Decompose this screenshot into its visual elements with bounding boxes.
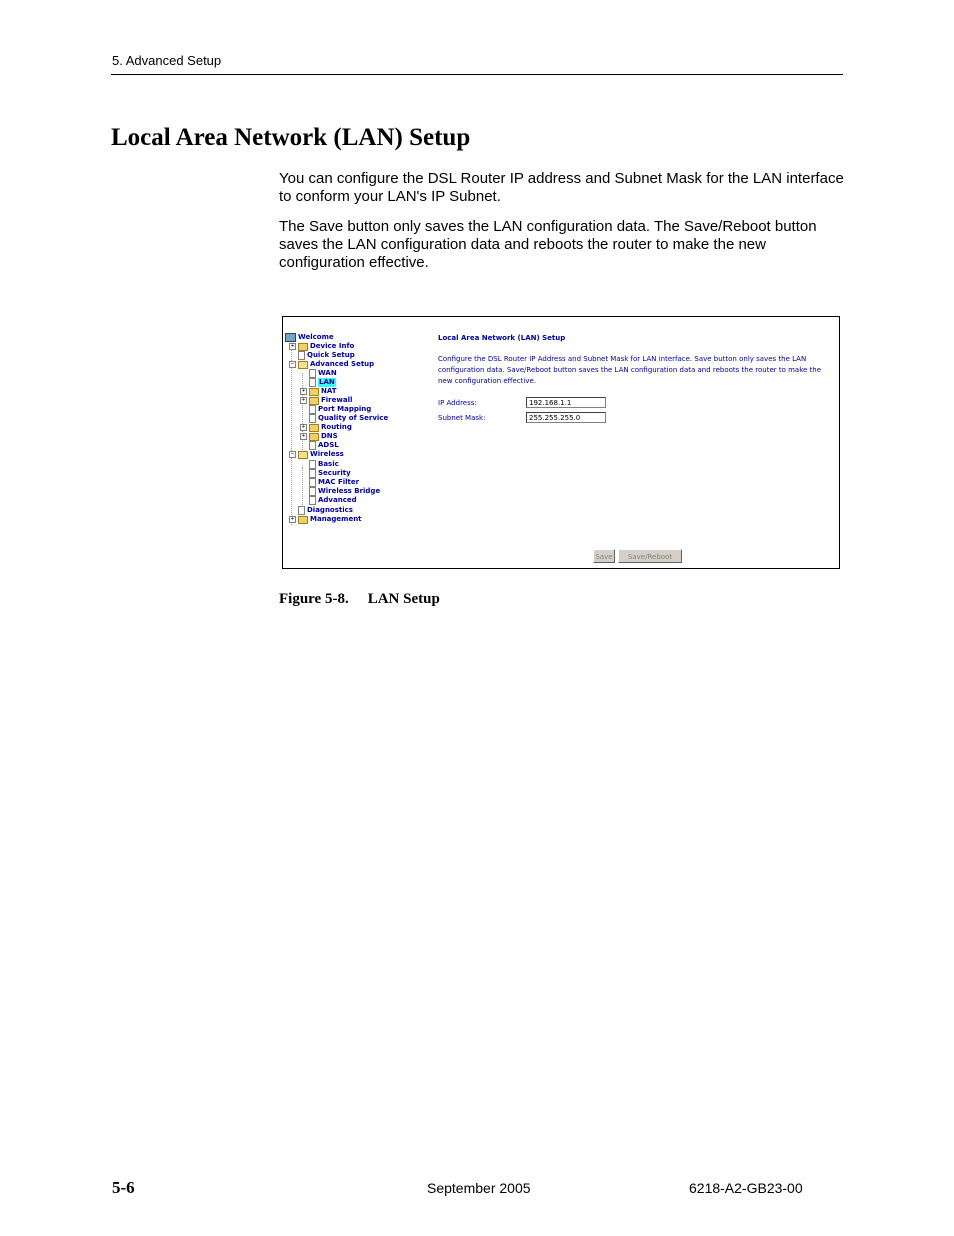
footer-doc-number: 6218-A2-GB23-00 (689, 1180, 803, 1196)
page-icon (309, 369, 316, 378)
tree-item-mac-filter[interactable]: MAC Filter (309, 478, 359, 487)
folder-icon (298, 516, 308, 524)
page-icon (309, 478, 316, 487)
page-icon (309, 441, 316, 450)
tree-item-dns[interactable]: + DNS (301, 432, 338, 440)
tree-item-quick-setup[interactable]: Quick Setup (298, 351, 355, 360)
tree-item-wireless[interactable]: − Wireless (290, 450, 344, 458)
tree-item-advanced[interactable]: Advanced (309, 496, 357, 505)
collapse-icon[interactable]: − (290, 451, 295, 457)
tree-item-device-info[interactable]: + Device Info (290, 342, 355, 350)
tree-item-firewall[interactable]: + Firewall (301, 396, 353, 404)
folder-icon (309, 388, 319, 396)
page-icon (309, 414, 316, 423)
ip-address-label: IP Address: (438, 399, 477, 407)
figure-number: Figure 5-8. (279, 591, 349, 607)
folder-icon (309, 424, 319, 432)
page-icon (309, 487, 316, 496)
subnet-mask-label: Subnet Mask: (438, 414, 486, 422)
page-icon (309, 496, 316, 505)
page-icon (298, 351, 305, 360)
collapse-icon[interactable]: − (290, 361, 295, 367)
folder-icon (309, 397, 319, 405)
ip-address-input[interactable]: 192.168.1.1 (526, 397, 606, 408)
tree-item-advanced-setup[interactable]: − Advanced Setup (290, 360, 375, 368)
page-icon (298, 506, 305, 515)
page-icon (309, 378, 316, 387)
tree-item-wan[interactable]: WAN (309, 369, 337, 378)
figure-title: LAN Setup (367, 591, 440, 607)
page-number: 5-6 (112, 1178, 135, 1197)
page-icon (309, 460, 316, 469)
content-title: Local Area Network (LAN) Setup (438, 334, 566, 342)
expand-icon[interactable]: + (301, 433, 306, 439)
subnet-mask-input[interactable]: 255.255.255.0 (526, 412, 606, 423)
save-reboot-button[interactable]: Save/Reboot (618, 549, 682, 563)
tree-item-welcome[interactable]: Welcome (285, 333, 334, 342)
tree-item-management[interactable]: + Management (290, 515, 362, 523)
tree-item-wireless-bridge[interactable]: Wireless Bridge (309, 487, 380, 496)
footer-date: September 2005 (427, 1180, 531, 1196)
folder-icon (298, 343, 308, 351)
section-title: Local Area Network (LAN) Setup (111, 124, 471, 151)
tree-item-quality-of-service[interactable]: Quality of Service (309, 414, 388, 423)
tree-item-basic[interactable]: Basic (309, 460, 339, 469)
tree-guide-line (291, 345, 292, 525)
content-description: Configure the DSL Router IP Address and Subnet Mask for LAN interface. Save button only saves the LAN configuration data. Save/Reboot button saves the LAN configuration data and reboots the router to make the new configuration effective. (438, 355, 822, 385)
header-rule (111, 74, 843, 75)
tree-item-security[interactable]: Security (309, 469, 351, 478)
tree-item-port-mapping[interactable]: Port Mapping (309, 405, 371, 414)
expand-icon[interactable]: + (290, 343, 295, 349)
expand-icon[interactable]: + (301, 388, 306, 394)
lan-setup-screenshot (282, 316, 840, 569)
tree-item-diagnostics[interactable]: Diagnostics (298, 506, 353, 515)
tree-item-adsl[interactable]: ADSL (309, 441, 339, 450)
expand-icon[interactable]: + (290, 516, 295, 522)
page-icon (309, 469, 316, 478)
tree-item-routing[interactable]: + Routing (301, 423, 352, 431)
page-icon (309, 405, 316, 414)
tree-guide-line (302, 373, 303, 458)
folder-icon (309, 433, 319, 441)
folder-open-icon (298, 451, 308, 459)
computer-icon (285, 333, 296, 342)
intro-paragraph: You can configure the DSL Router IP address and Subnet Mask for the LAN interface to conform your LAN's IP Subnet. (279, 170, 844, 205)
running-head: 5. Advanced Setup (112, 53, 222, 68)
tree-item-lan[interactable]: LAN (309, 378, 336, 387)
folder-open-icon (298, 361, 308, 369)
tree-item-nat[interactable]: + NAT (301, 387, 337, 395)
expand-icon[interactable]: + (301, 424, 306, 430)
save-button[interactable]: Save (593, 549, 615, 563)
figure-caption (279, 591, 440, 608)
save-paragraph: The Save button only saves the LAN configuration data. The Save/Reboot button saves the LAN configuration data and reboots the router to make the new configuration effective. (279, 218, 817, 271)
expand-icon[interactable]: + (301, 397, 306, 403)
